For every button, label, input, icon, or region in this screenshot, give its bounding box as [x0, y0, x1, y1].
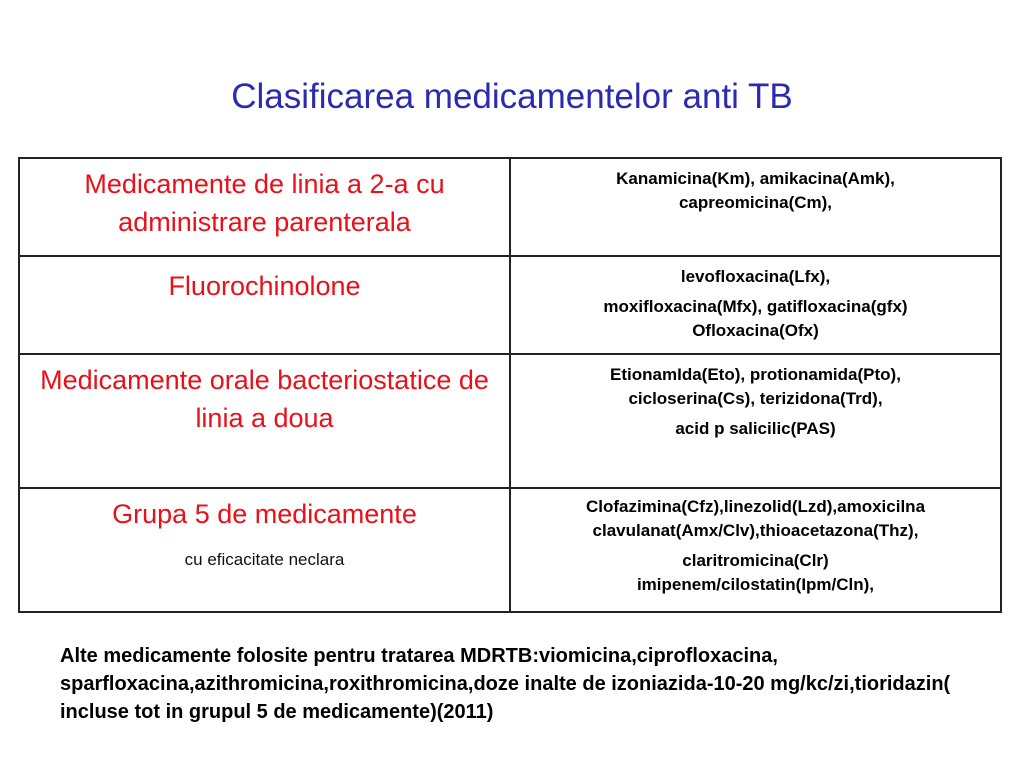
drug-classification-table: [18, 157, 1002, 613]
drug-line: capreomicina(Cm),: [678, 193, 833, 212]
category-label: Grupa 5 de medicamente: [112, 499, 417, 529]
category-cell: [19, 158, 510, 256]
table-row: [19, 354, 1001, 488]
drug-line: cicloserina(Cs), terizidona(Trd),: [628, 389, 883, 408]
drug-line: acid p salicilic(PAS): [675, 419, 836, 438]
drug-line: Kanamicina(Km), amikacina(Amk),: [616, 169, 895, 188]
drug-line: EtionamIda(Eto), protionamida(Pto),: [610, 365, 901, 384]
category-label: Fluorochinolone: [168, 271, 361, 301]
table-row: [19, 488, 1001, 612]
category-cell: [19, 354, 510, 488]
drug-line: imipenem/cilostatin(Ipm/Cln),: [636, 575, 875, 594]
drug-line: clavulanat(Amx/Clv),thioacetazona(Thz),: [592, 521, 919, 540]
drug-line: moxifloxacina(Mfx), gatifloxacina(gfx): [603, 297, 908, 316]
category-cell: [19, 488, 510, 612]
drugs-cell: [510, 256, 1001, 354]
drug-line: Ofloxacina(Ofx): [692, 321, 819, 340]
drugs-cell: [510, 354, 1001, 488]
category-subnote: cu eficacitate neclara: [184, 550, 345, 569]
category-label: Medicamente orale bacteriostatice de linia a doua: [40, 365, 489, 433]
drug-line: Clofazimina(Cfz),linezolid(Lzd),amoxicilna: [585, 497, 926, 516]
drugs-cell: [510, 488, 1001, 612]
drug-line: claritromicina(Clr): [682, 551, 829, 570]
drugs-cell: [510, 158, 1001, 256]
table-row: [19, 158, 1001, 256]
category-label: Medicamente de linia a 2-a cu administrare parenterala: [84, 169, 445, 237]
slide-title: Clasificarea medicamentelor anti TB: [231, 77, 793, 116]
category-cell: [19, 256, 510, 354]
footer-note: Alte medicamente folosite pentru tratarea MDRTB:viomicina,ciprofloxacina, sparfloxacina,azithromicina,roxithromicina,doze inalte de izoniazida-10-20 mg/kc/zi,tioridazin( incluse tot in grupul 5 de medicamente)(2011): [60, 645, 951, 723]
drug-line: levofloxacina(Lfx),: [680, 267, 831, 286]
table-row: [19, 256, 1001, 354]
